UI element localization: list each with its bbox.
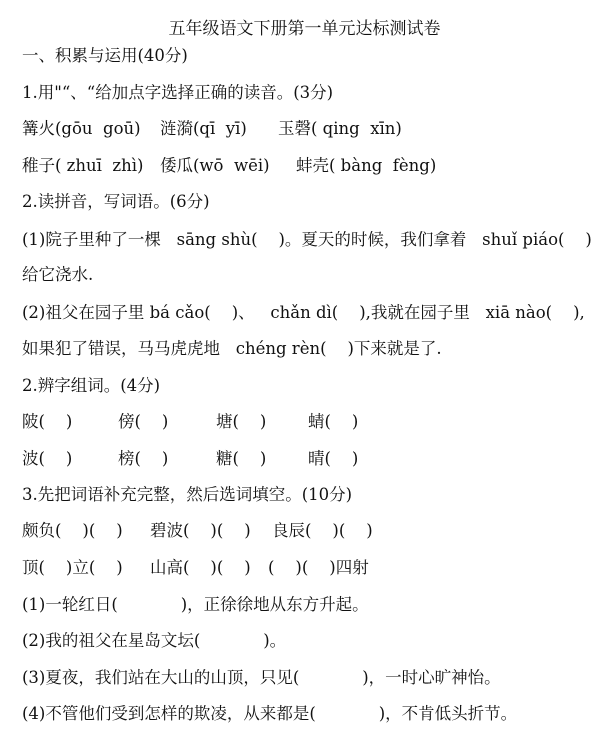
question-2-line: 如果犯了错误，马马虎虎地 chéng rèn( )下来就是了. <box>22 339 442 358</box>
section-heading: 一、积累与运用(40分) <box>22 46 188 65</box>
idiom-item: 顶( )立( ) <box>22 558 123 577</box>
idiom-item: 颇负( )( ) <box>22 521 123 540</box>
question-1-heading: 1.用"“、“给加点字选择正确的读音。(3分) <box>22 83 334 102</box>
fill-blank-sentence: (3)夏夜，我们站在大山的山顶，只见( )，一时心旷神怡。 <box>22 668 501 687</box>
char-word-item: 塘( ) <box>216 412 267 431</box>
char-word-item: 蜻( ) <box>308 412 359 431</box>
question-2-line: (1)院子里种了一棵 sāng shù( )。夏天的时候，我们拿着 shuǐ piáo( ) <box>22 230 592 249</box>
fill-blank-sentence: (2)我的祖父在星岛文坛( )。 <box>22 631 287 650</box>
pinyin-choice-item: 篝火(gōu goū) <box>22 119 141 138</box>
idiom-item: ( )( )四射 <box>268 558 369 577</box>
char-word-item: 傍( ) <box>118 412 169 431</box>
fill-blank-sentence: (1)一轮红日( )，正徐徐地从东方升起。 <box>22 595 369 614</box>
pinyin-choice-item: 玉磬( qing xīn) <box>278 119 402 138</box>
idiom-item: 良辰( )( ) <box>272 521 373 540</box>
pinyin-choice-item: 涟漪(qī yī) <box>160 119 247 138</box>
char-word-item: 陂( ) <box>22 412 73 431</box>
idiom-item: 碧波( )( ) <box>150 521 251 540</box>
char-word-item: 波( ) <box>22 449 73 468</box>
question-2-heading: 2.读拼音，写词语。(6分) <box>22 192 210 211</box>
pinyin-choice-item: 倭瓜(wō wēi) <box>160 156 270 175</box>
pinyin-choice-item: 蚌壳( bàng fèng) <box>296 156 437 175</box>
question-4-heading: 3.先把词语补充完整，然后选词填空。(10分) <box>22 485 353 504</box>
page-title: 五年级语文下册第一单元达标测试卷 <box>168 19 441 39</box>
question-2-line: 给它浇水. <box>22 265 94 284</box>
fill-blank-sentence: (4)不管他们受到怎样的欺凌，从来都是( )，不肯低头折节。 <box>22 704 518 723</box>
char-word-item: 晴( ) <box>308 449 359 468</box>
idiom-item: 山高( )( ) <box>150 558 251 577</box>
char-word-item: 榜( ) <box>118 449 169 468</box>
char-word-item: 糖( ) <box>216 449 267 468</box>
question-3-heading: 2.辨字组词。(4分) <box>22 376 161 395</box>
pinyin-choice-item: 稚子( zhuī zhì) <box>22 156 144 175</box>
question-2-line: (2)祖父在园子里 bá cǎo( )、 chǎn dì( ),我就在园子里 xiā nào( ), <box>22 303 585 322</box>
